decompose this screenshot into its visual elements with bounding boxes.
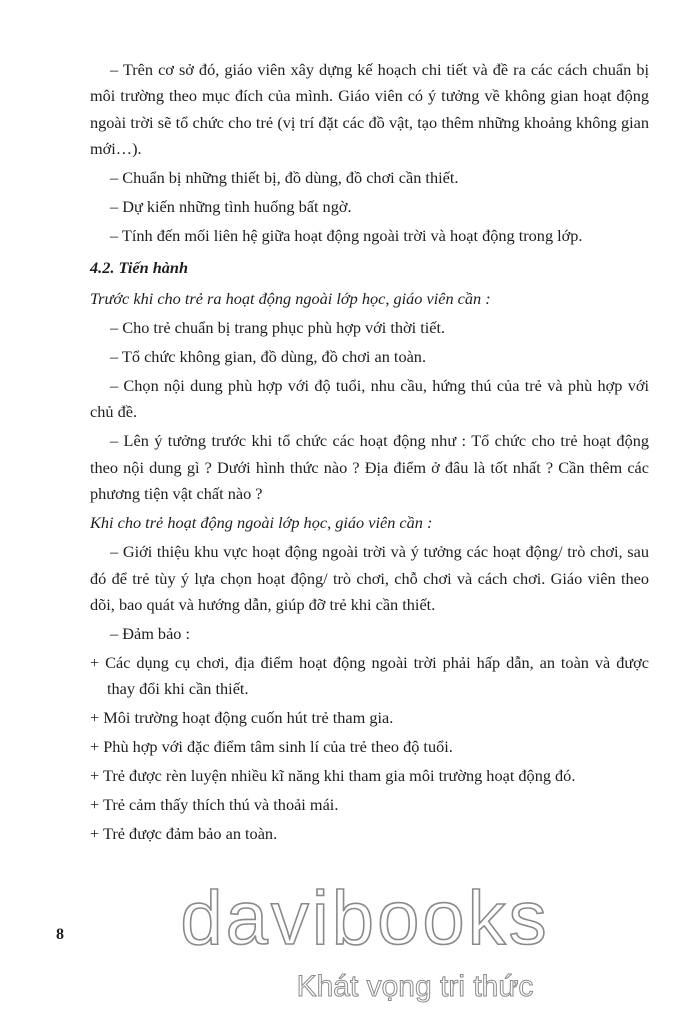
section-heading: 4.2. Tiến hành	[90, 257, 189, 277]
ensure-item: + Trẻ cảm thấy thích thú và thoải mái.	[90, 795, 339, 815]
body-text	[90, 57, 649, 850]
before-item: – Lên ý tưởng trước khi tổ chức các hoạt động như : Tổ chức cho trẻ hoạt động theo nội dung gì ? Dưới hình thức nào ? Địa điểm ở đâu là tốt nhất ? Cần thêm các phương tiện vật chất nào ?	[90, 431, 649, 504]
during-item: – Đảm bảo :	[110, 624, 191, 644]
during-item: – Giới thiệu khu vực hoạt động ngoài trời và ý tưởng các hoạt động/ trò chơi, sau đó để trẻ tùy ý lựa chọn hoạt động/ trò chơi, chỗ chơi và cách chơi. Giáo viên theo dõi, bao quát và hướng dẫn, giúp đỡ trẻ khi cần thiết.	[90, 542, 649, 615]
paragraph-relation: – Tính đến mối liên hệ giữa hoạt động ngoài trời và hoạt động trong lớp.	[110, 226, 583, 246]
watermark-logo	[150, 870, 580, 1010]
ensure-item: + Trẻ được rèn luyện nhiều kĩ năng khi tham gia môi trường hoạt động đó.	[90, 766, 576, 786]
before-intro: Trước khi cho trẻ ra hoạt động ngoài lớp học, giáo viên cần :	[90, 289, 491, 309]
before-item: – Cho trẻ chuẩn bị trang phục phù hợp với thời tiết.	[110, 318, 446, 338]
watermark-brand: davibooks	[180, 876, 550, 961]
before-item: – Tổ chức không gian, đồ dùng, đồ chơi an toàn.	[110, 347, 427, 367]
paragraph-plan: – Trên cơ sở đó, giáo viên xây dựng kế hoạch chi tiết và đề ra các cách chuẩn bị môi trường theo mục đích của mình. Giáo viên có ý tưởng về không gian hoạt động ngoài trời sẽ tổ chức cho trẻ (vị trí đặt các đồ vật, tạo thêm những khoảng không gian mới…).	[90, 60, 649, 159]
ensure-item: + Môi trường hoạt động cuốn hút trẻ tham gia.	[90, 708, 394, 728]
paragraph-equipment: – Chuẩn bị những thiết bị, đồ dùng, đồ chơi cần thiết.	[110, 168, 459, 188]
paragraph-surprises: – Dự kiến những tình huống bất ngờ.	[110, 197, 352, 217]
ensure-item: + Phù hợp với đặc điểm tâm sinh lí của trẻ theo độ tuổi.	[90, 737, 453, 757]
page-number: 8	[56, 926, 64, 943]
before-item: – Chọn nội dung phù hợp với độ tuổi, nhu cầu, hứng thú của trẻ và phù hợp với chủ đề.	[90, 376, 649, 422]
during-intro: Khi cho trẻ hoạt động ngoài lớp học, giáo viên cần :	[90, 513, 433, 533]
ensure-item: + Các dụng cụ chơi, địa điểm hoạt động ngoài trời phải hấp dẫn, an toàn và được thay đổi khi cần thiết.	[90, 653, 649, 699]
watermark-tagline: Khát vọng tri thức	[296, 970, 534, 1003]
ensure-item: + Trẻ được đảm bảo an toàn.	[90, 824, 278, 844]
